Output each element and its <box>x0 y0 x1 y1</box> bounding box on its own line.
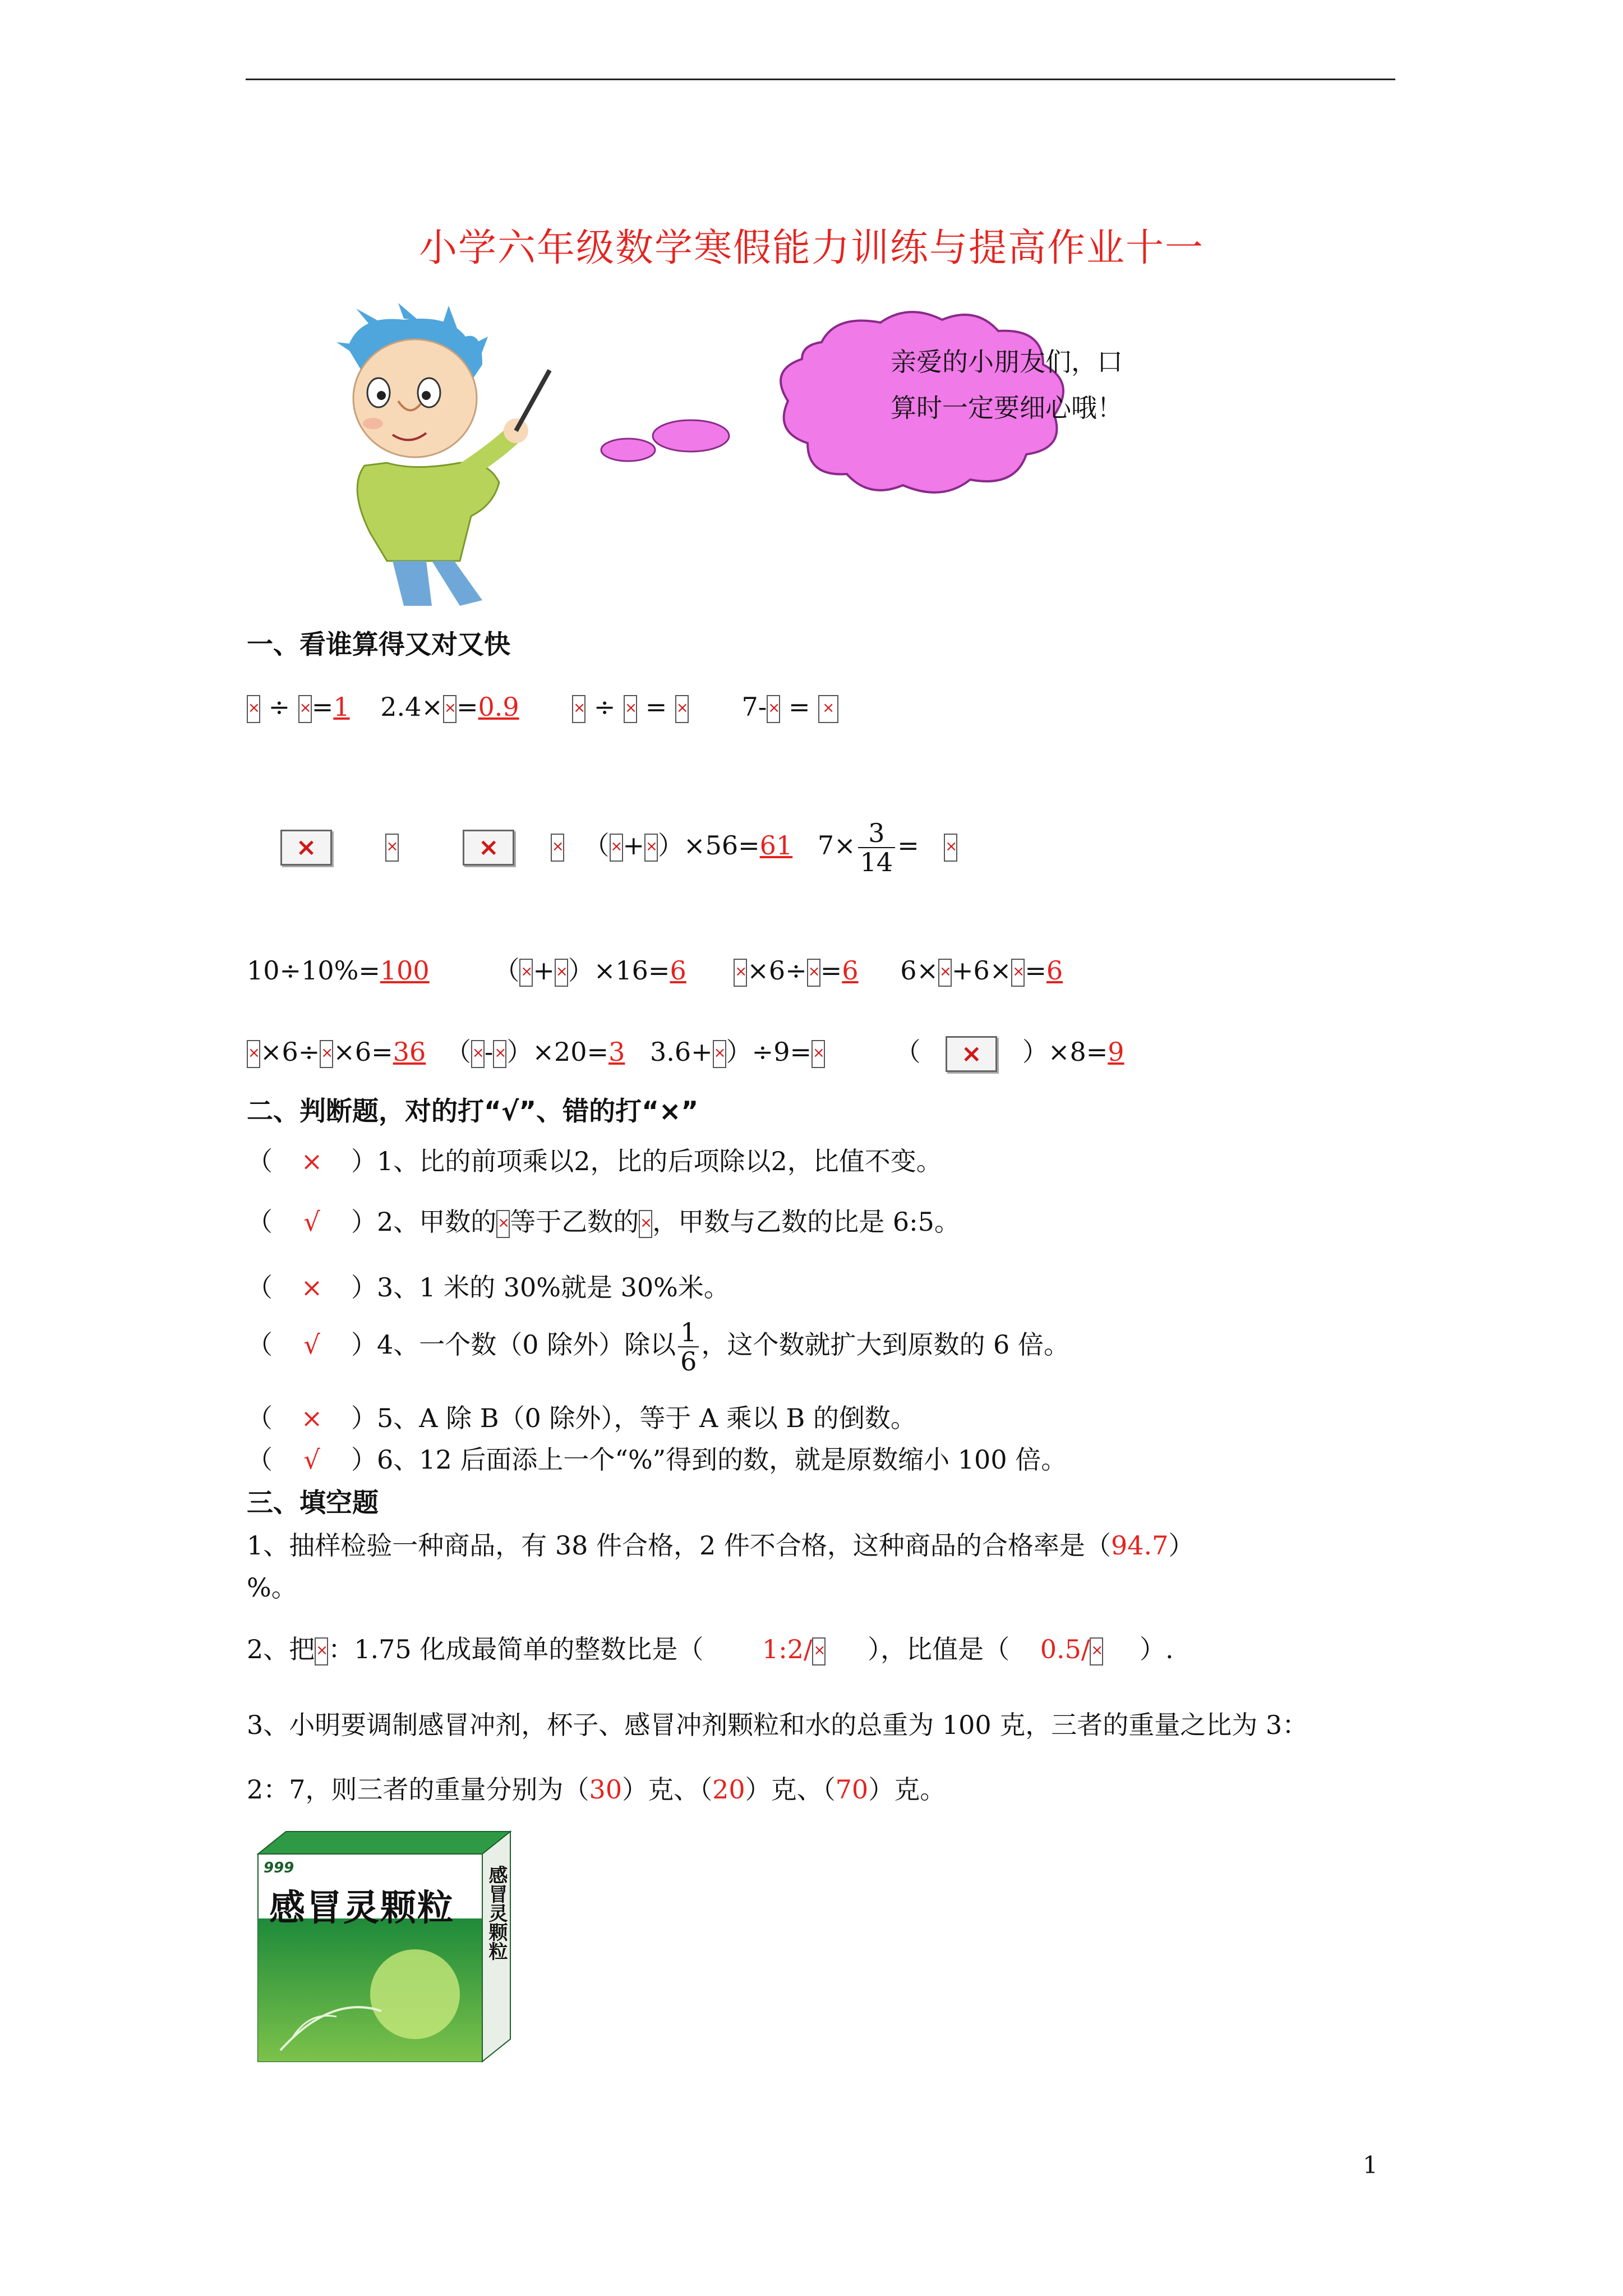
question-text: ）. <box>1140 1634 1174 1664</box>
answer: 6 <box>670 955 686 986</box>
expression: 7- <box>741 692 767 722</box>
answer: 1 <box>333 692 350 722</box>
judge-mark: √ <box>303 1207 320 1237</box>
thought-bubble-medium <box>653 420 729 452</box>
calc-row-1 <box>247 690 838 724</box>
expression: ）×20= <box>506 1037 609 1067</box>
operator: ÷ <box>593 692 616 722</box>
placeholder-image <box>675 695 689 723</box>
calc-row-4 <box>247 1035 1124 1072</box>
paren-open: （ <box>895 1037 921 1067</box>
calc-row-3 <box>247 954 1063 987</box>
placeholder-image <box>519 959 533 987</box>
placeholder-image <box>298 695 312 723</box>
judge-item-6 <box>247 1443 1067 1476</box>
answer: 100 <box>380 955 430 986</box>
equals: = <box>788 692 810 722</box>
question-text: 2、把 <box>247 1634 315 1664</box>
judge-text: 等于乙数的 <box>510 1207 639 1237</box>
paren-open: （ <box>445 1037 471 1067</box>
placeholder-image <box>713 1040 726 1068</box>
question-text: 2：7，则三者的重量分别为（ <box>247 1774 589 1805</box>
equals: = <box>897 830 919 861</box>
placeholder-image <box>551 834 564 862</box>
expression: ）÷9= <box>726 1037 812 1067</box>
question-text: ），比值是（ <box>868 1634 1010 1664</box>
placeholder-image <box>818 695 838 723</box>
expression: 6× <box>900 955 939 986</box>
judge-text: ）6、12 后面添上一个“%”得到的数，就是原数缩小 100 倍。 <box>351 1444 1067 1475</box>
paren-open: （ <box>247 1207 273 1237</box>
fill-q2 <box>247 1632 1174 1666</box>
placeholder-image <box>496 1210 510 1238</box>
placeholder-image <box>247 695 260 723</box>
expression: +6× <box>952 955 1012 986</box>
page-title: 小学六年级数学寒假能力训练与提高作业十一 <box>418 226 1204 270</box>
expression: ）×16= <box>568 955 670 986</box>
expression: ）×56= <box>658 830 760 861</box>
cloud-text <box>891 339 1123 431</box>
answer: 36 <box>393 1037 426 1067</box>
equals: = <box>311 692 334 722</box>
answer: 30 <box>589 1774 623 1805</box>
placeholder-image <box>315 1637 328 1665</box>
question-text: 1、抽样检验一种商品，有 38 件合格，2 件不合格，这种商品的合格率是（ <box>247 1530 1111 1561</box>
placeholder-image <box>471 1040 485 1068</box>
paren-open: （ <box>247 1146 273 1176</box>
expression: 10÷10%= <box>247 955 380 986</box>
equals: = <box>645 692 667 722</box>
judge-mark: × <box>301 1272 323 1303</box>
answer: 1:2/ <box>762 1634 813 1664</box>
placeholder-image <box>624 695 637 723</box>
fraction: $\frac{1}{6}$ <box>678 1318 699 1375</box>
expression: 7× <box>817 830 856 861</box>
operator: - <box>484 1037 494 1067</box>
product-name: 感冒灵颗粒 <box>269 1888 454 1929</box>
thought-bubble-small <box>601 439 655 461</box>
equals: = <box>820 955 842 986</box>
question-text: ）克、（ <box>622 1774 713 1805</box>
judge-item-2 <box>247 1205 960 1239</box>
section1-heading: 一、看谁算得又对又快 <box>247 629 510 660</box>
placeholder-image <box>1011 959 1025 987</box>
equals: = <box>1025 955 1046 986</box>
placeholder-image <box>320 1040 333 1068</box>
placeholder-image <box>385 834 399 862</box>
paren-open: （ <box>247 1272 273 1303</box>
expression: ×6÷ <box>260 1037 320 1067</box>
judge-text: ）5、A 除 B（0 除外），等于 A 乘以 B 的倒数。 <box>351 1403 916 1433</box>
judge-mark: √ <box>303 1444 320 1475</box>
judge-mark: × <box>301 1146 323 1176</box>
placeholder-image <box>734 959 747 987</box>
judge-text: ）2、甲数的 <box>351 1207 497 1237</box>
page-number: 1 <box>1363 2151 1378 2179</box>
answer: 0.5/ <box>1040 1634 1090 1664</box>
placeholder-image <box>247 1040 260 1068</box>
placeholder-image <box>807 959 820 987</box>
placeholder-image <box>639 1210 652 1238</box>
equals: = <box>456 692 478 722</box>
judge-mark: √ <box>303 1329 320 1360</box>
judge-item-5 <box>247 1401 916 1435</box>
answer: 0.9 <box>478 692 519 722</box>
operator: + <box>623 830 645 861</box>
placeholder-image <box>767 695 780 723</box>
judge-text: ）1、比的前项乘以2，比的后项除以2，比值不变。 <box>351 1146 942 1176</box>
placeholder-image <box>572 695 585 723</box>
question-text: ）克、（ <box>745 1774 836 1805</box>
expression: ×6= <box>333 1037 393 1067</box>
expression: 2.4× <box>380 692 443 722</box>
teacher-figure <box>336 303 550 606</box>
judge-item-1 <box>247 1144 942 1178</box>
placeholder-image <box>443 695 457 723</box>
placeholder-image <box>938 959 952 987</box>
placeholder-image <box>811 1040 825 1068</box>
cloud-text-line-1: 亲爱的小朋友们，口 <box>891 347 1123 377</box>
answer: 3 <box>608 1037 625 1067</box>
header-rule <box>246 79 1395 80</box>
cloud-text-line-2: 算时一定要细心哦！ <box>891 393 1123 423</box>
placeholder-image <box>944 834 957 862</box>
fraction: $\frac{3}{14}$ <box>858 819 896 876</box>
paren-open: （ <box>494 955 520 986</box>
placeholder-image-large <box>946 1036 997 1072</box>
judge-mark: × <box>301 1403 323 1433</box>
paren-open: （ <box>583 830 610 861</box>
paren-close: ） <box>1168 1530 1195 1561</box>
medicine-box <box>247 1826 538 2067</box>
placeholder-image <box>644 834 658 862</box>
question-text: ：1.75 化成最简单的整数比是（ <box>328 1634 704 1664</box>
fill-q1 <box>247 1529 1194 1562</box>
placeholder-image-large <box>463 830 514 866</box>
placeholder-image <box>1090 1637 1103 1665</box>
answer: 9 <box>1108 1037 1124 1067</box>
placeholder-image <box>610 834 623 862</box>
judge-item-4 <box>247 1318 1069 1375</box>
judge-text: ，甲数与乙数的比是 6:5。 <box>652 1207 960 1237</box>
brand-logo: 999 <box>264 1860 294 1876</box>
fill-q3-line-2 <box>247 1773 946 1806</box>
answer: 6 <box>842 955 859 986</box>
answer: 6 <box>1046 955 1063 986</box>
expression: ）×8= <box>1022 1037 1108 1067</box>
teacher-illustration <box>314 303 1279 606</box>
answer: 20 <box>712 1774 745 1805</box>
section2-heading: 二、判断题，对的打“√”、错的打“×” <box>247 1096 699 1127</box>
placeholder-image <box>555 959 568 987</box>
judge-text: ，这个数就扩大到原数的 6 倍。 <box>701 1329 1069 1360</box>
answer: 70 <box>835 1774 869 1805</box>
section3-heading: 三、填空题 <box>247 1488 379 1519</box>
calc-row-2 <box>247 819 957 876</box>
answer: 61 <box>759 830 793 861</box>
fill-q1-tail: %。 <box>247 1572 297 1603</box>
paren-open: （ <box>247 1444 273 1475</box>
expression: 3.6+ <box>649 1037 713 1067</box>
question-text: ）克。 <box>868 1774 946 1805</box>
placeholder-image-large <box>280 830 332 866</box>
operator: + <box>533 955 555 986</box>
paren-open: （ <box>247 1329 273 1360</box>
judge-text: ）4、一个数（0 除外）除以 <box>351 1329 676 1360</box>
judge-text: ）3、1 米的 30%就是 30%米。 <box>351 1272 730 1303</box>
judge-item-3 <box>247 1271 730 1304</box>
product-side-name: 感冒灵颗粒 <box>485 1865 508 1961</box>
expression: ×6÷ <box>747 955 807 986</box>
placeholder-image <box>812 1637 826 1665</box>
operator: ÷ <box>268 692 291 722</box>
paren-open: （ <box>247 1403 273 1433</box>
fill-q3-line-1: 3、小明要调制感冒冲剂，杯子、感冒冲剂颗粒和水的总重为 100 克，三者的重量之比为 3： <box>247 1710 1308 1740</box>
placeholder-image <box>493 1040 506 1068</box>
answer: 94.7 <box>1110 1530 1169 1561</box>
